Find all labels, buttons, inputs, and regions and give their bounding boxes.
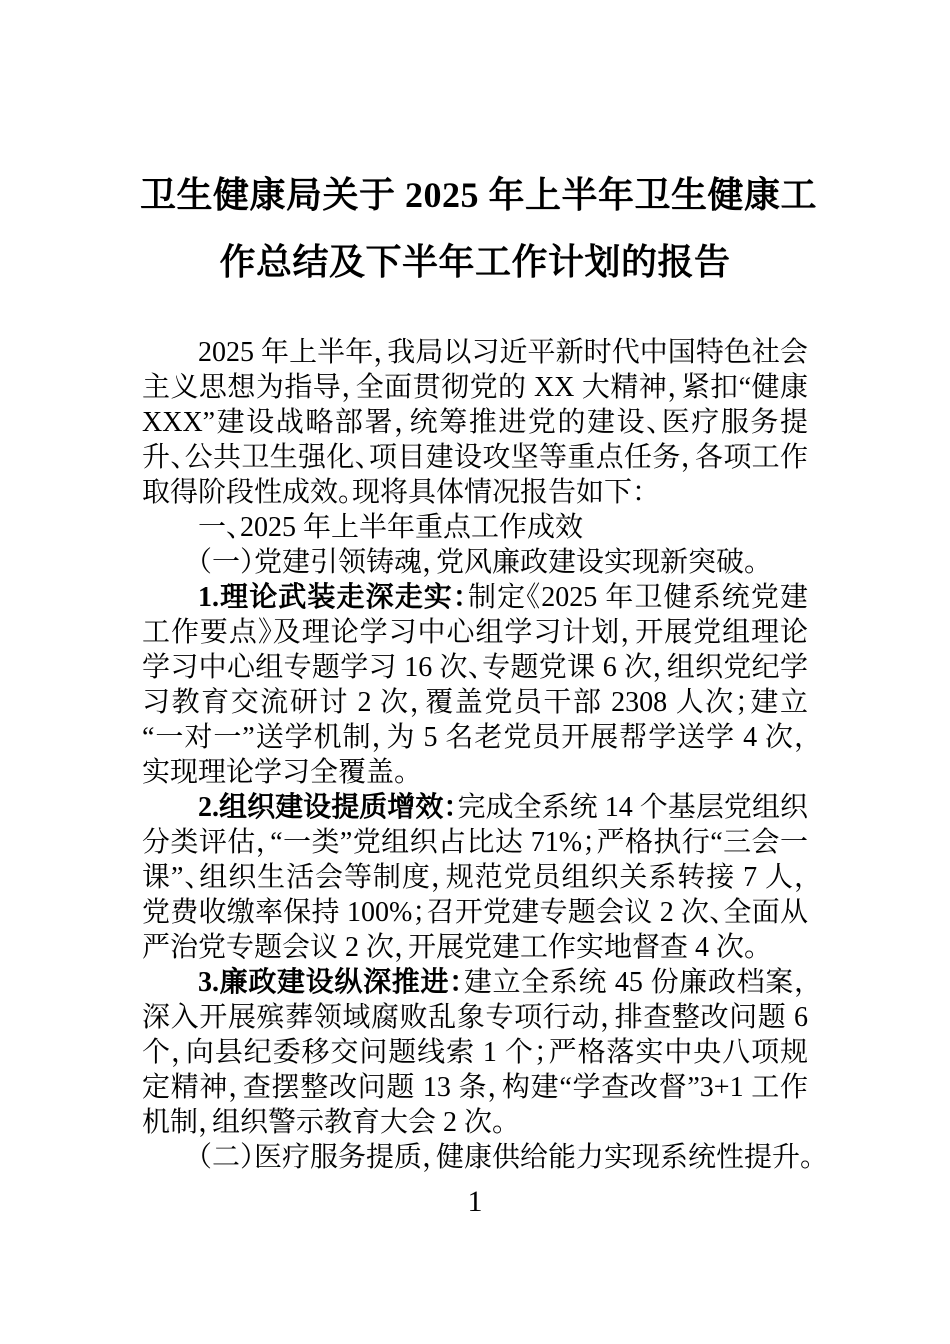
- section-heading-level-1: [142, 510, 808, 545]
- title-line-1: 卫生健康局关于 2025 年上半年卫生健康工: [140, 175, 818, 215]
- numbered-paragraph-3: [142, 965, 808, 1140]
- intro-paragraph-text: 2025 年上半年，我局以习近平新时代中国特色社会主义思想为指导，全面贯彻党的 XX 大精神，紧扣“健康XXX”建设战略部署，统筹推进党的建设、医疗服务提升、公共卫生强化、项目建设攻坚等重点任务，各项工作取得阶段性成效。现将具体情况报告如下：: [142, 337, 808, 508]
- numbered-paragraph-2: [142, 790, 808, 965]
- numbered-paragraph-1-lead: 1.理论武装走深走实：: [198, 582, 468, 613]
- section-heading-text: 一、2025 年上半年重点工作成效: [198, 512, 584, 543]
- intro-paragraph: [142, 335, 808, 510]
- numbered-paragraph-3-text: 建立全系统 45 份廉政档案，深入开展殡葬领域腐败乱象专项行动，排查整改问题 6 个，向县纪委移交问题线索 1 个；严格落实中央八项规定精神，查摆整改问题 13 条，构建“学查改督”3+1 工作机制，组织警示教育大会 2 次。: [142, 967, 808, 1138]
- title-line-2: 作总结及下半年工作计划的报告: [219, 242, 731, 282]
- document-body: [142, 335, 815, 1175]
- numbered-paragraph-2-lead: 2.组织建设提质增效：: [198, 792, 458, 823]
- report-title: [140, 0, 818, 296]
- page-number: 1: [467, 1185, 483, 1218]
- numbered-paragraph-2-text: 完成全系统 14 个基层党组织分类评估，“一类”党组织占比达 71%；严格执行“三会一课”、组织生活会等制度，规范党员组织关系转接 7 人，党费收缴率保持 100%；召开党建专题会议 2 次、全面从严治党专题会议 2 次，开展党建工作实地督查 4 次。: [142, 792, 808, 963]
- subsection-heading-text: （一）党建引领铸魂，党风廉政建设实现新突破。: [198, 547, 759, 578]
- numbered-paragraph-1: [142, 580, 808, 790]
- numbered-paragraph-3-lead: 3.廉政建设纵深推进：: [198, 967, 464, 998]
- subsection-heading-2-text: （二）医疗服务提质，健康供给能力实现系统性提升。: [198, 1142, 815, 1173]
- subsection-heading-2: [142, 1140, 815, 1175]
- numbered-paragraph-1-text: 制定《2025 年卫健系统党建工作要点》及理论学习中心组学习计划，开展党组理论学习中心组专题学习 16 次、专题党课 6 次，组织党纪学习教育交流研讨 2 次，覆盖党员干部 2308 人次；建立“一对一”送学机制，为 5 名老党员开展帮学送学 4 次，实现理论学习全覆盖。: [142, 582, 808, 788]
- subsection-heading-1: [142, 545, 808, 580]
